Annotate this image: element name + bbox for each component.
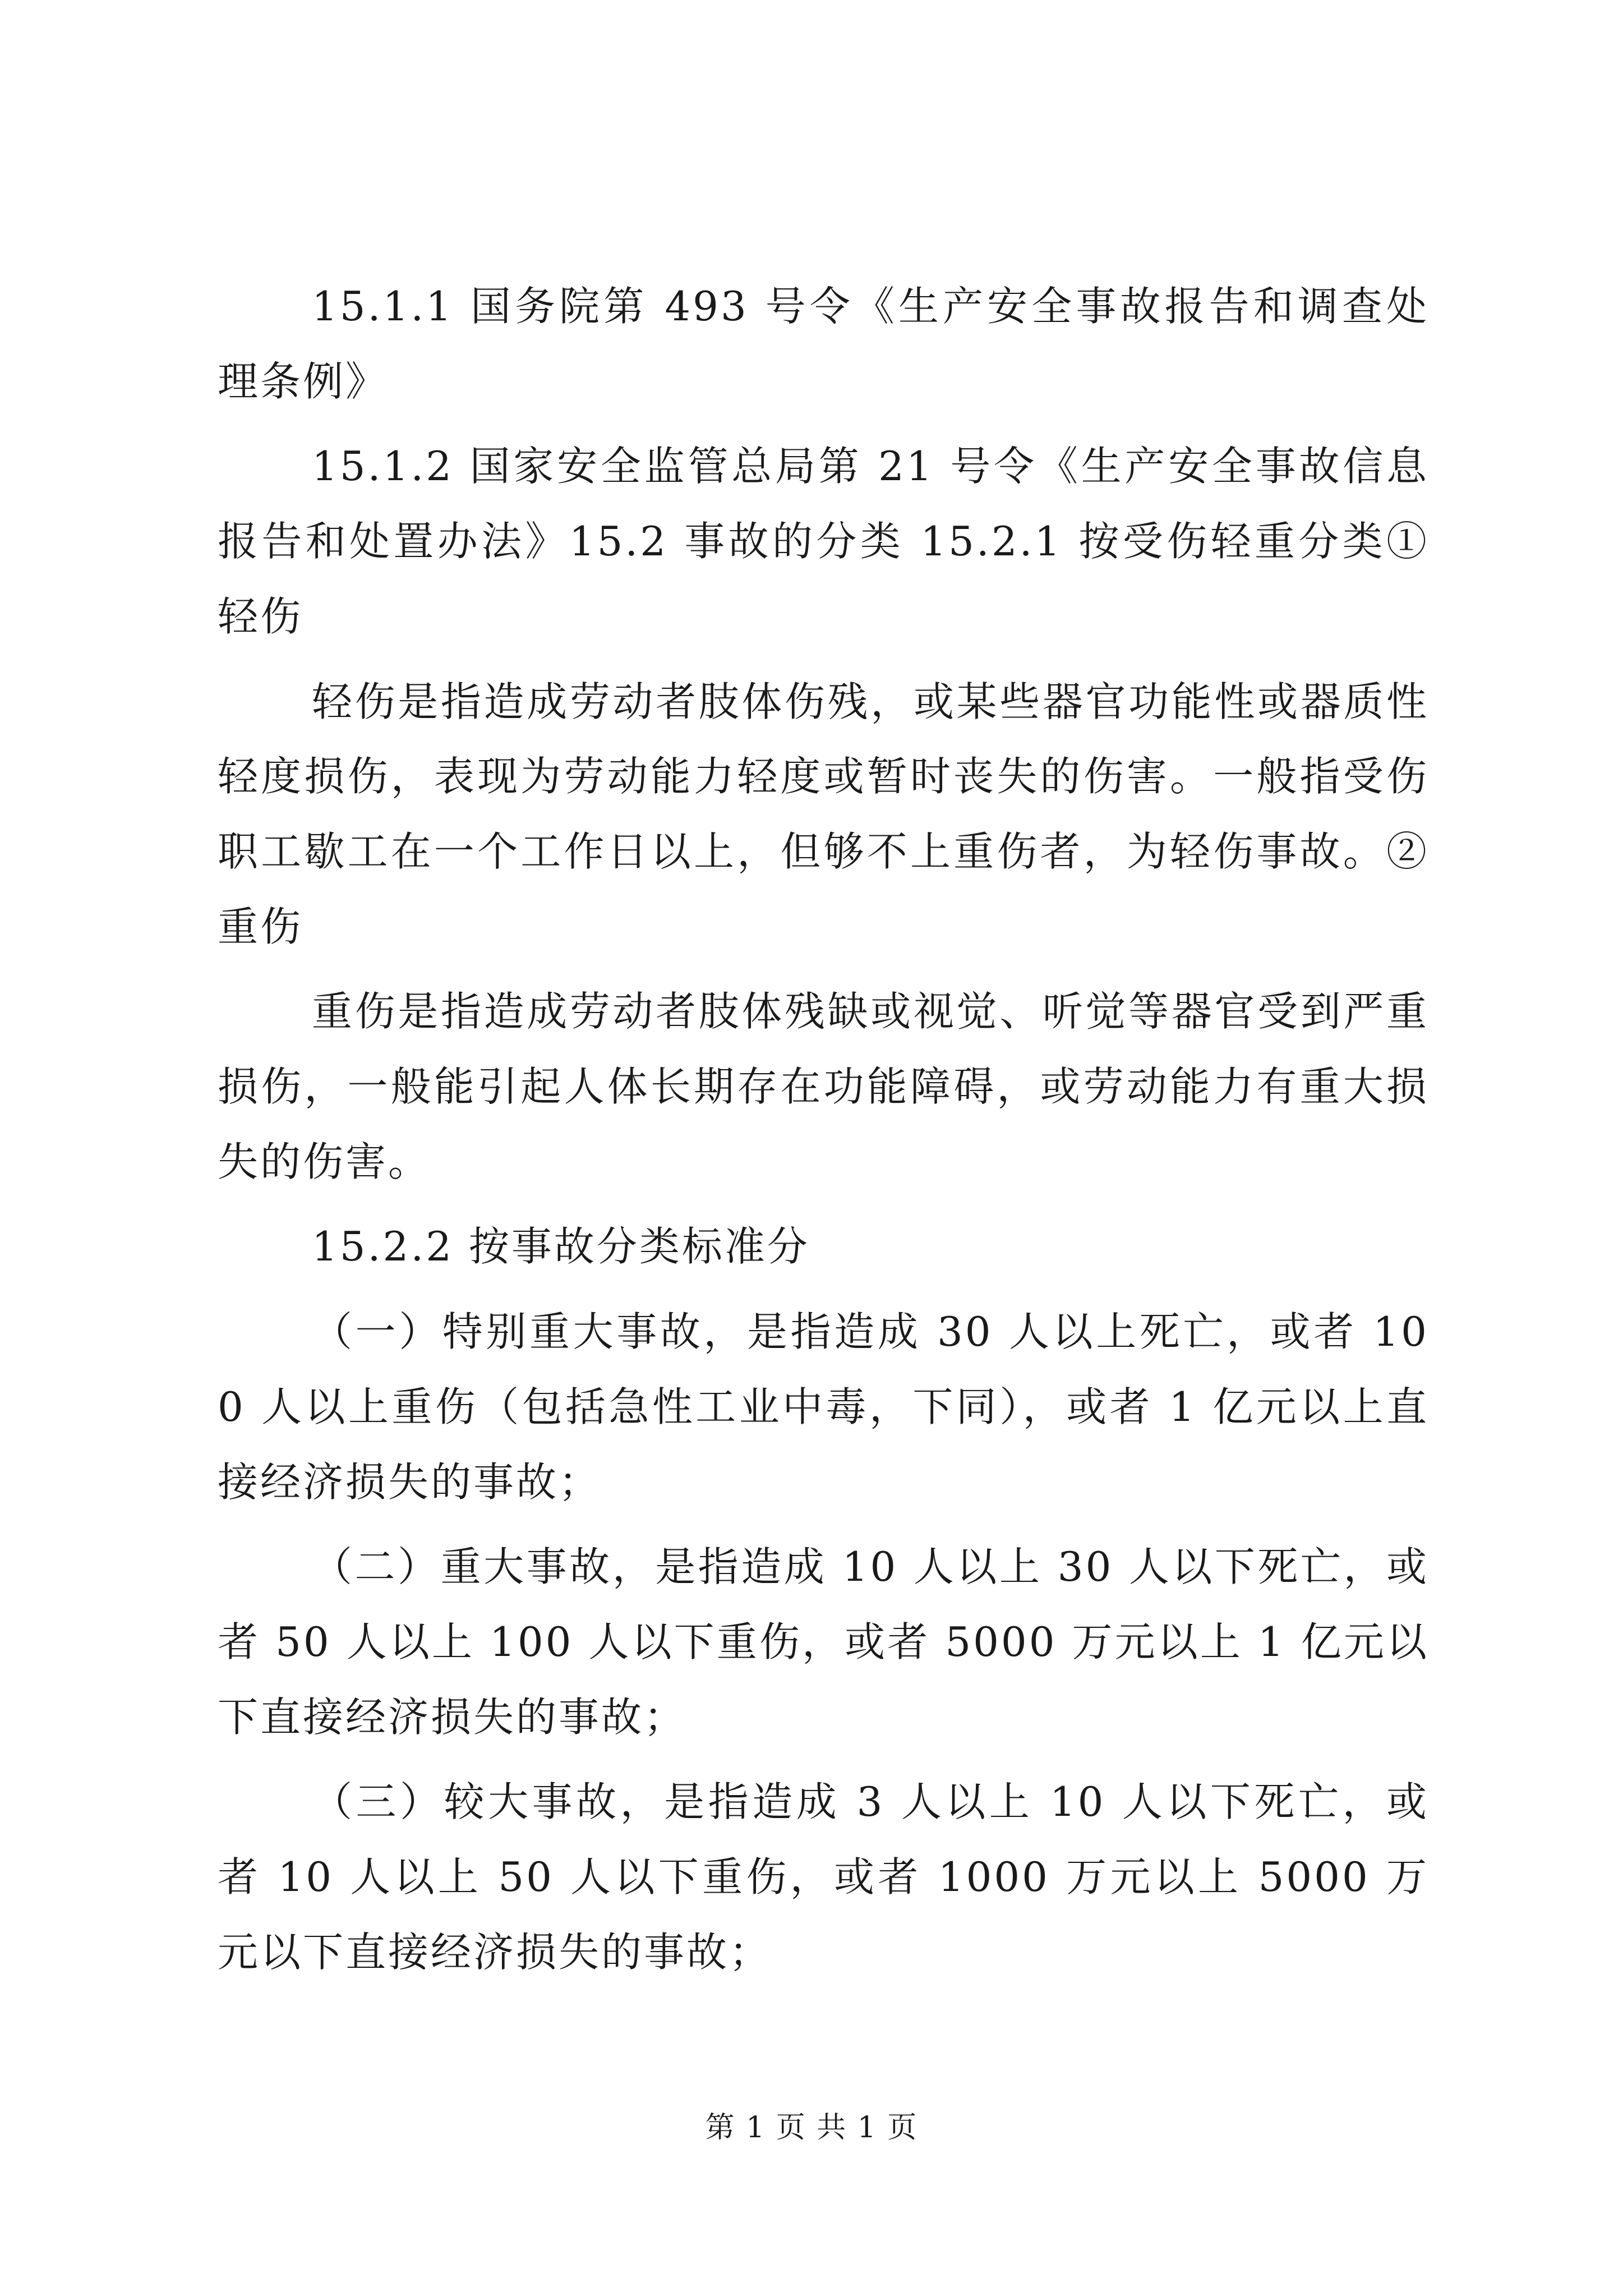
paragraph-major-accident: （二）重大事故，是指造成 10 人以上 30 人以下死亡，或者 50 人以上 100 人以下重伤，或者 5000 万元以上 1 亿元以下直接经济损失的事故； — [218, 1543, 1429, 1741]
paragraph-minor-injury: 轻伤是指造成劳动者肢体伤残，或某些器官功能性或器质性轻度损伤，表现为劳动能力轻度或暂时丧失的伤害。一般指受伤职工歇工在一个工作日以上，但够不上重伤者，为轻伤事故。②重伤 — [218, 678, 1429, 950]
paragraph-especially-major-accident: （一）特别重大事故，是指造成 30 人以上死亡，或者 100 人以上重伤（包括急性工业中毒，下同），或者 1 亿元以上直接经济损失的事故； — [218, 1308, 1429, 1506]
paragraph-regulation-21: 15.1.2 国家安全监管总局第 21 号令《生产安全事故信息报告和处置办法》15.2 事故的分类 15.2.1 按受伤轻重分类①轻伤 — [218, 443, 1429, 640]
paragraph-regulation-493: 15.1.1 国务院第 493 号令《生产安全事故报告和调查处理条例》 — [218, 283, 1429, 405]
page-footer: 第 1 页 共 1 页 — [705, 2111, 918, 2145]
paragraph-serious-injury: 重伤是指造成劳动者肢体残缺或视觉、听觉等器官受到严重损伤，一般能引起人体长期存在功能障碍，或劳动能力有重大损失的伤害。 — [218, 988, 1429, 1185]
paragraph-classification-heading: 15.2.2 按事故分类标准分 — [312, 1223, 810, 1271]
document-body — [218, 269, 1429, 1990]
paragraph-larger-accident: （三）较大事故，是指造成 3 人以上 10 人以下死亡，或者 10 人以上 50 人以下重伤，或者 1000 万元以上 5000 万元以下直接经济损失的事故； — [218, 1778, 1429, 1976]
